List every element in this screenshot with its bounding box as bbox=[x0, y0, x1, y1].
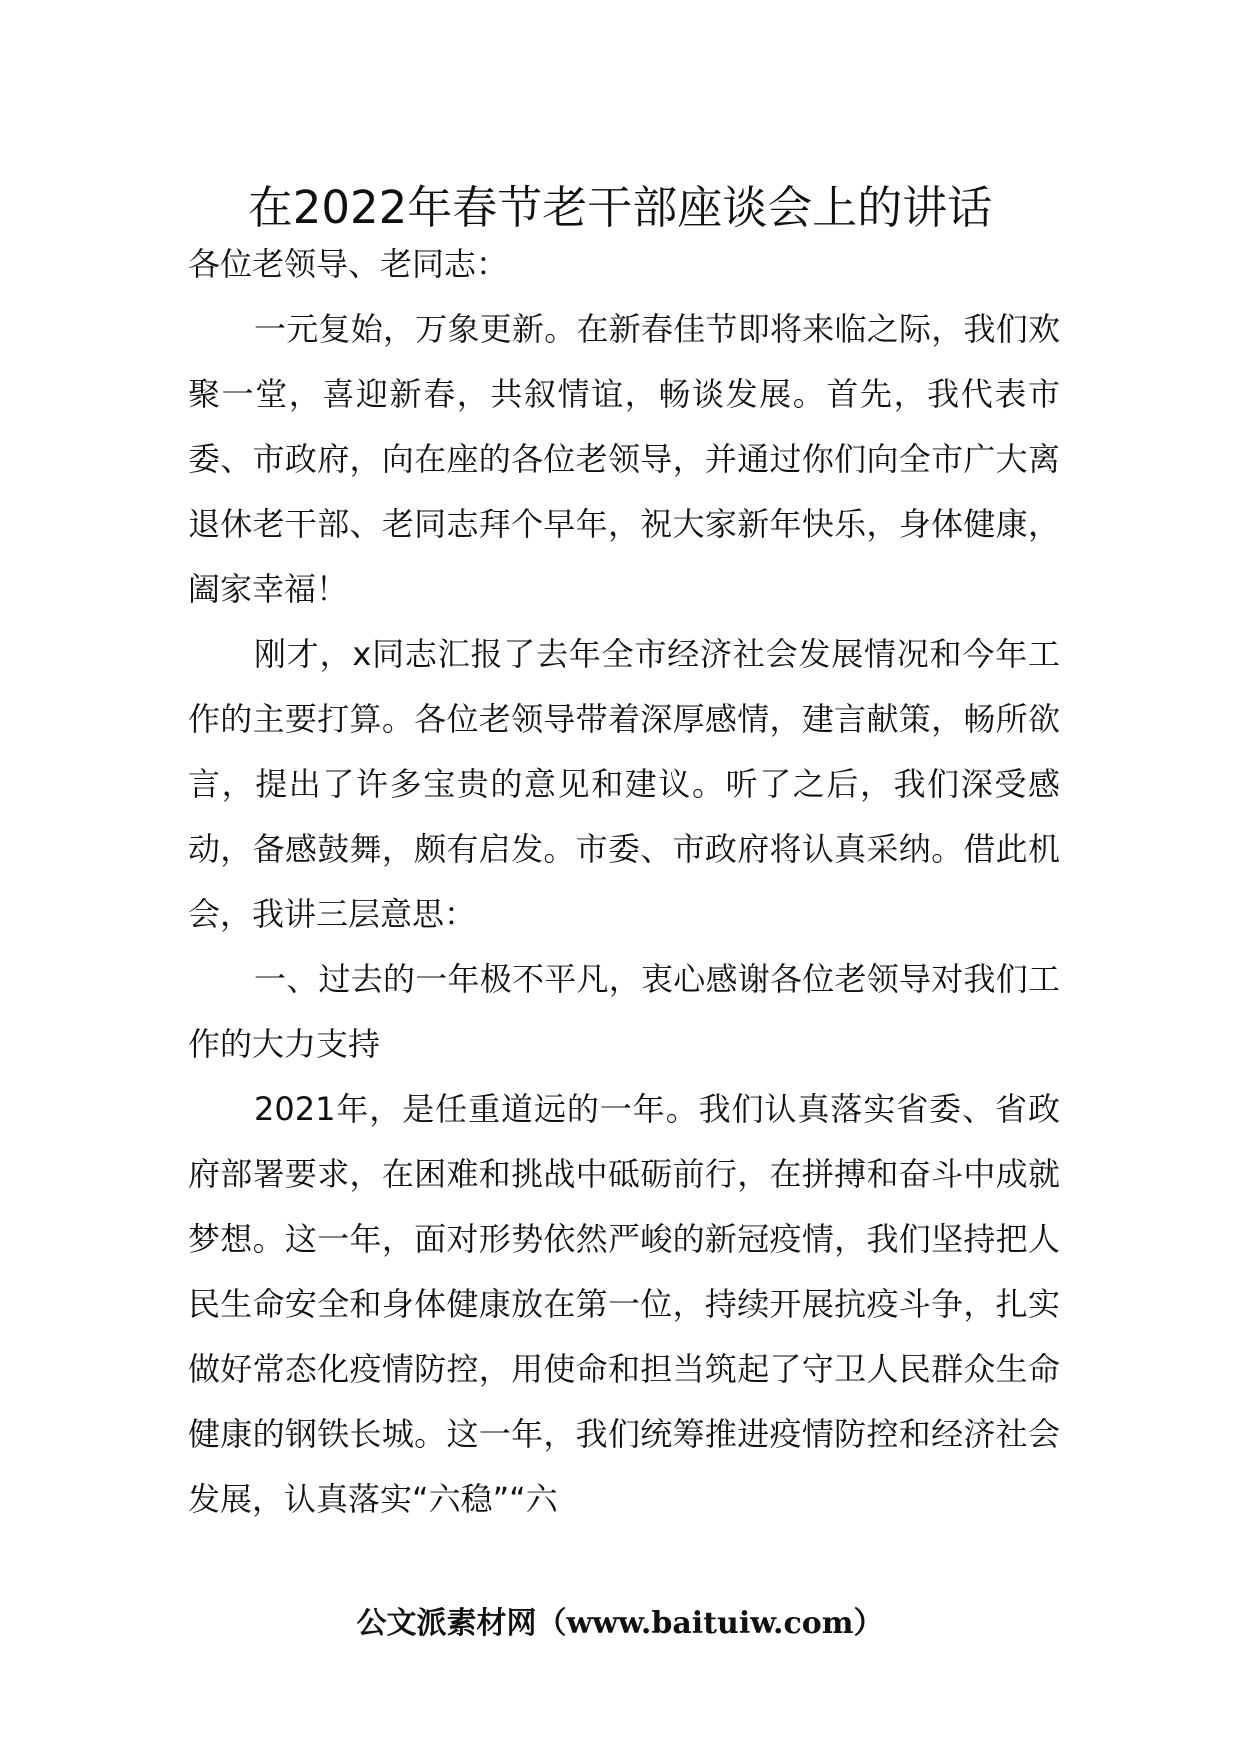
paragraph-2021: 2021年，是任重道远的一年。我们认真落实省委、省政府部署要求，在困难和挑战中砥砺前行，在拼搏和奋斗中成就梦想。这一年，面对形势依然严峻的新冠疫情，我们坚持把人民生命安全和身体健康放在第一位，持续开展抗疫斗争，扎实做好常态化疫情防控，用使命和担当筑起了守卫人民群众生命健康的钢铁长城。这一年，我们统筹推进疫情防控和经济社会发展，认真落实“六稳”“六 bbox=[188, 1090, 1060, 1518]
paragraph-report: 刚才，x同志汇报了去年全市经济社会发展情况和今年工作的主要打算。各位老领导带着深厚感情，建言献策，畅所欲言，提出了许多宝贵的意见和建议。听了之后，我们深受感动，备感鼓舞，颇有启发。市委、市政府将认真采纳。借此机会，我讲三层意思： bbox=[188, 635, 1060, 933]
section-heading-one: 一、过去的一年极不平凡，衷心感谢各位老领导对我们工作的大力支持 bbox=[188, 960, 1060, 1063]
paragraph-opening: 一元复始，万象更新。在新春佳节即将来临之际，我们欢聚一堂，喜迎新春，共叙情谊，畅谈发展。首先，我代表市委、市政府，向在座的各位老领导，并通过你们向全市广大离退休老干部、老同志拜个早年，祝大家新年快乐，身体健康，阖家幸福！ bbox=[188, 310, 1060, 608]
document-body bbox=[188, 232, 1060, 1532]
footer-watermark: 公文派素材网（www.baituiw.com） bbox=[356, 1606, 884, 1641]
salutation: 各位老领导、老同志： bbox=[188, 245, 509, 283]
document-title: 在2022年春节老干部座谈会上的讲话 bbox=[247, 181, 993, 234]
